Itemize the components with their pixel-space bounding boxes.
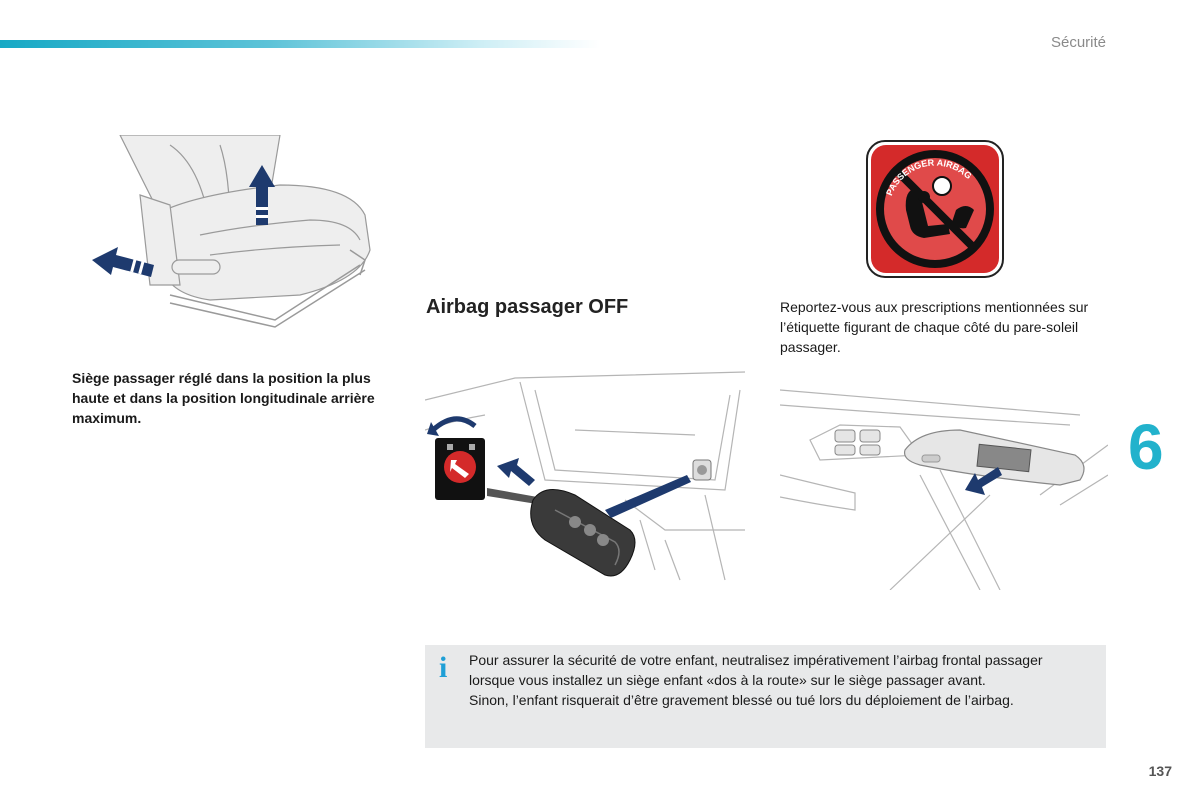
seat-caption: Siège passager réglé dans la position la plus haute et dans la position longitudinale arrière maximum. [72, 370, 375, 426]
airbag-label-note: Reportez-vous aux prescriptions mentionnées sur l’étiquette figurant de chaque côté du pare-soleil passager. [780, 299, 1089, 355]
header-accent-bar [0, 40, 600, 48]
info-text [469, 650, 1089, 710]
info-box [425, 645, 1106, 748]
passenger-airbag-warning-label [866, 140, 1004, 278]
sun-visor-label-illustration [780, 385, 1108, 590]
page-number: 137 [1148, 763, 1172, 779]
info-icon: i [439, 651, 448, 684]
airbag-label-text: PASSENGER AIRBAG [884, 157, 974, 197]
info-paragraph-2: Sinon, l’enfant risquerait d’être gravement blessé ou tué lors du déploiement de l’airbag. [469, 692, 1014, 708]
chapter-number: 6 [1128, 411, 1164, 483]
info-paragraph-1: Pour assurer la sécurité de votre enfant, neutralisez impérativement l’airbag frontal passager lorsque vous installez un siège enfant «dos à la route» sur le siège passager avant. [469, 652, 1043, 688]
section-title: Sécurité [1050, 34, 1106, 51]
glovebox-key-switch-illustration [425, 370, 750, 585]
section-heading: Airbag passager OFF [426, 296, 629, 318]
seat-adjust-arrows-illustration [80, 135, 380, 335]
